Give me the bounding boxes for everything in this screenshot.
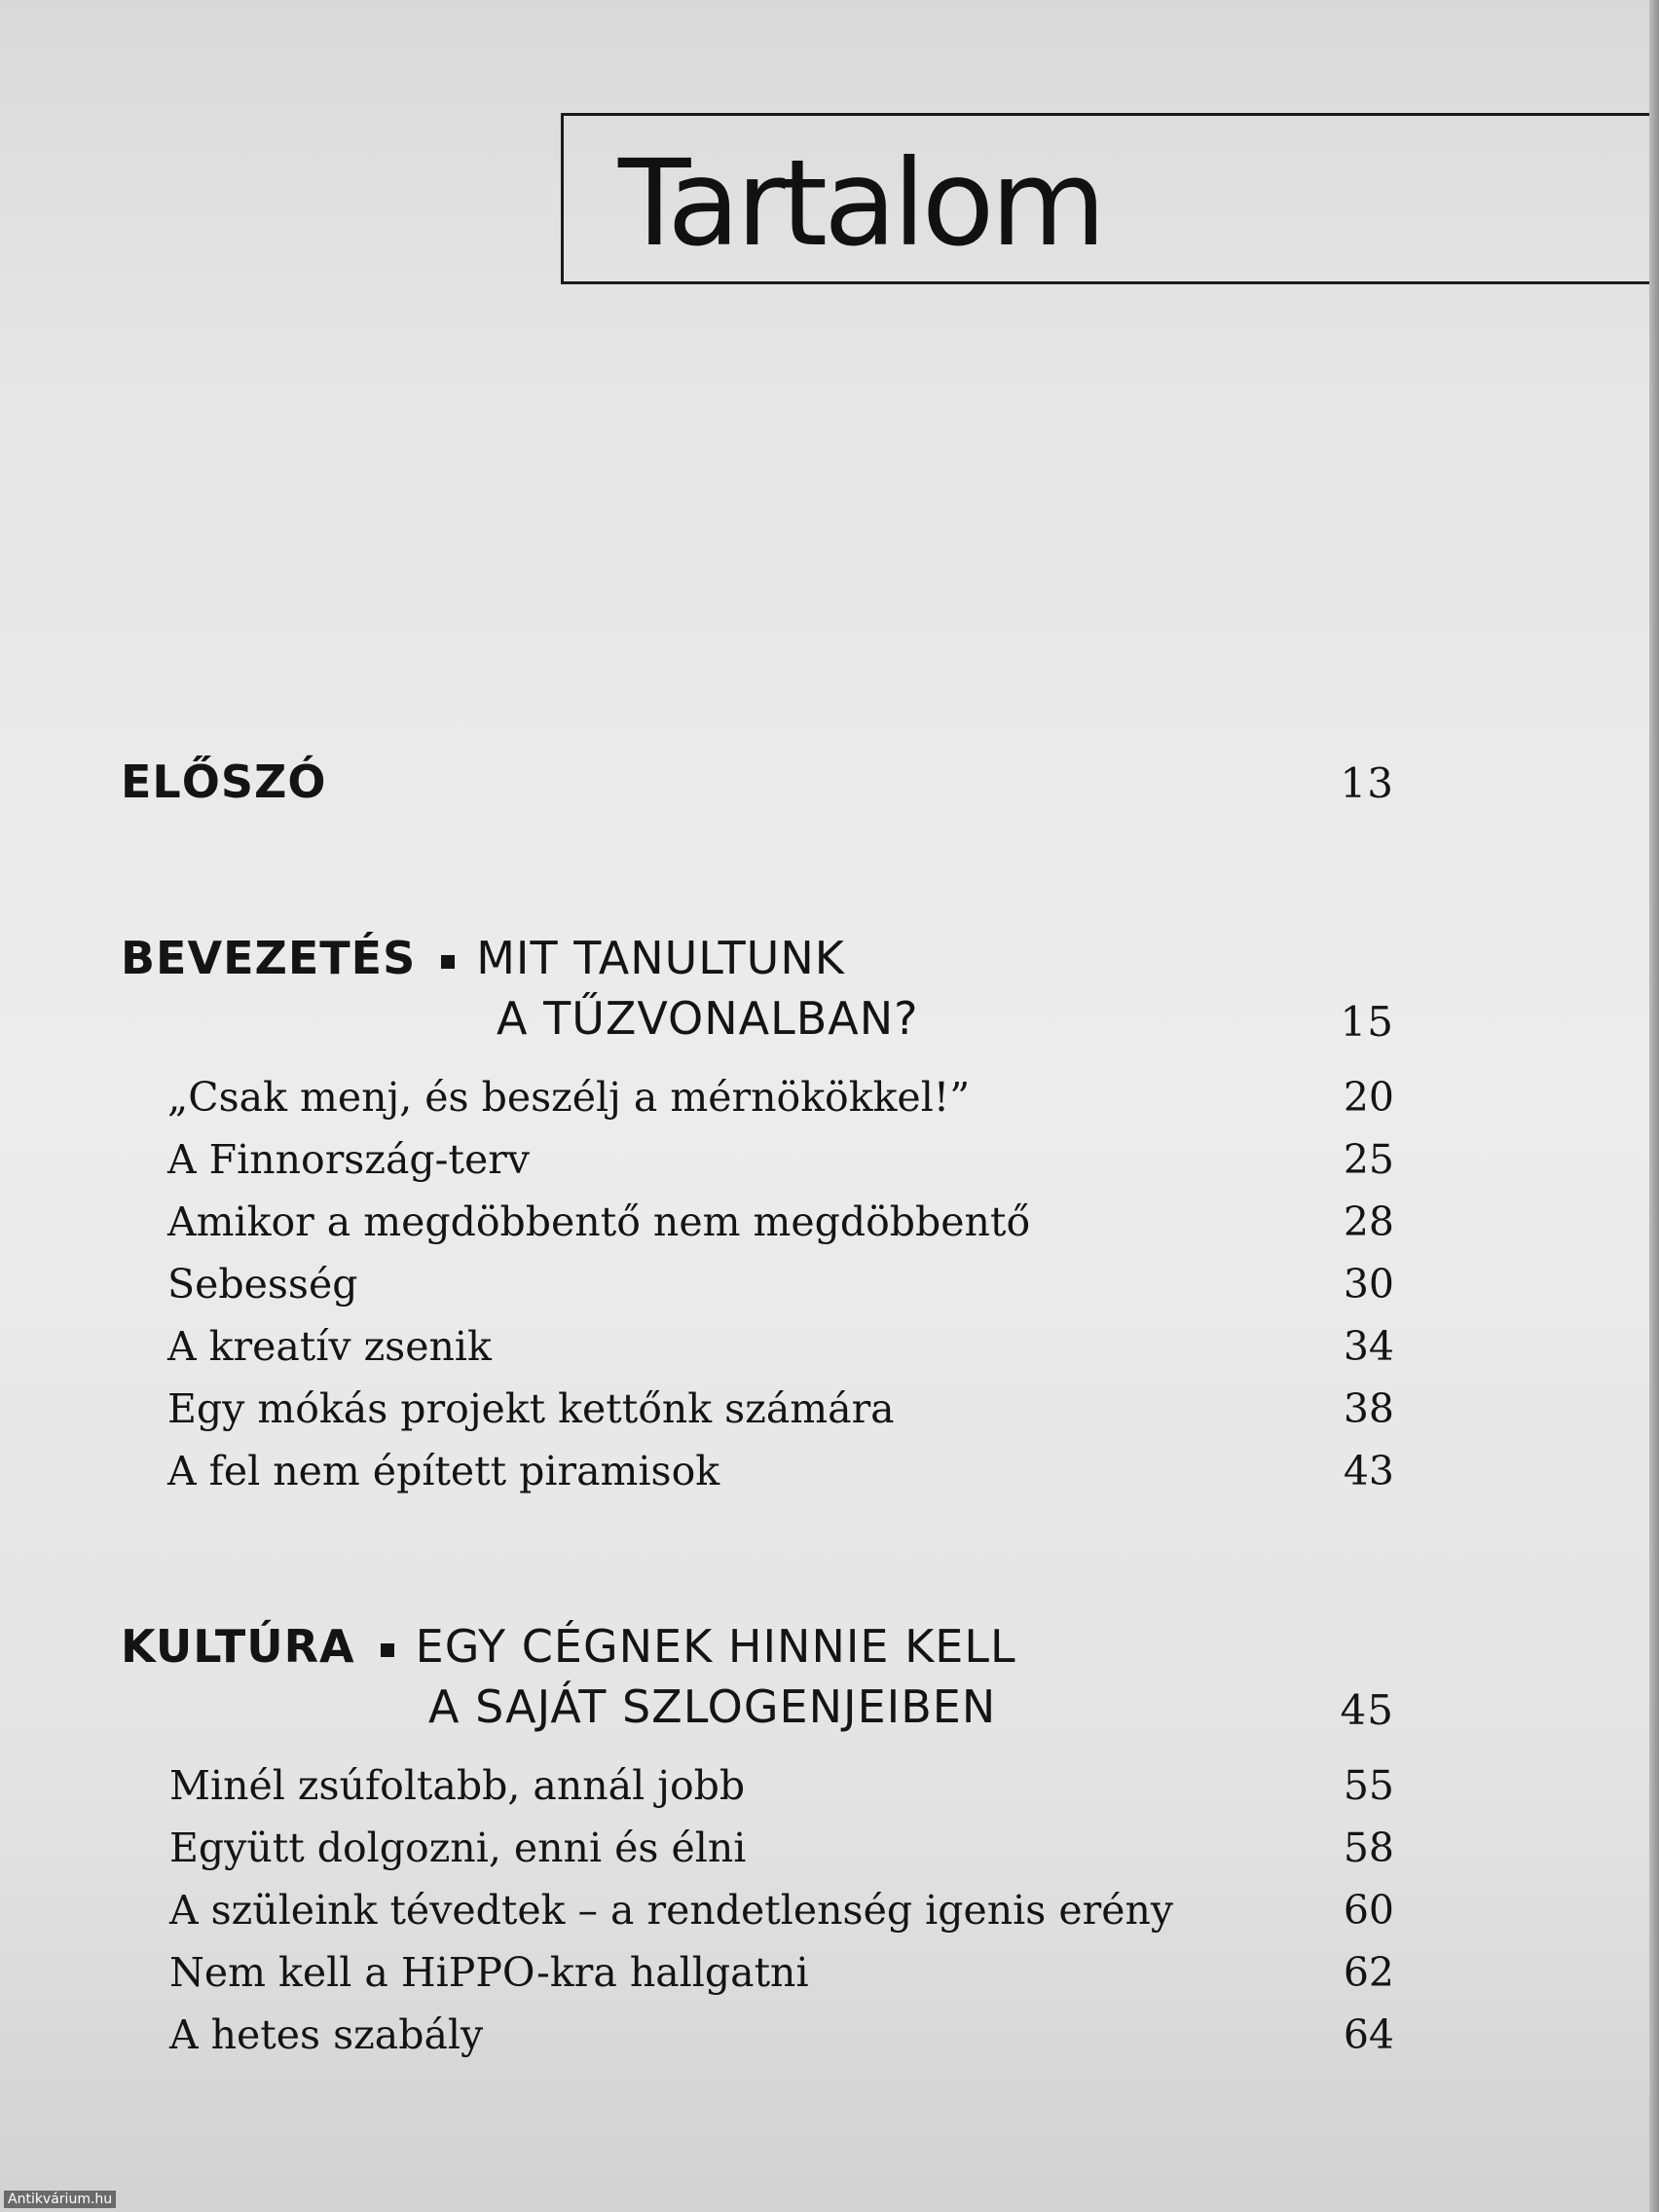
page-edge — [1649, 0, 1659, 2212]
entry-page-number: 62 — [1343, 1949, 1394, 1996]
watermark: Antikvárium.hu — [4, 2191, 116, 2208]
toc-entry[interactable] — [167, 1128, 1394, 1191]
entry-title: Egy mókás projekt kettőnk számára — [167, 1385, 895, 1432]
square-bullet-icon — [441, 955, 455, 969]
section-page-number: 45 — [1340, 1686, 1394, 1734]
toc-entry[interactable] — [167, 1066, 1394, 1128]
toc-entry[interactable] — [167, 1191, 1394, 1253]
square-bullet-icon — [381, 1643, 394, 1657]
entry-page-number: 34 — [1343, 1323, 1394, 1370]
entry-title: Együtt dolgozni, enni és élni — [169, 1825, 747, 1871]
entry-page-number: 55 — [1343, 1762, 1394, 1809]
entry-title: Minél zsúfoltabb, annál jobb — [169, 1762, 746, 1809]
entry-title: A hetes szabály — [169, 2011, 484, 2058]
section-eloszo — [121, 752, 1394, 812]
section-heading: ELŐSZÓ — [121, 756, 327, 808]
entry-page-number: 25 — [1343, 1136, 1394, 1183]
entry-page-number: 58 — [1343, 1825, 1394, 1871]
entry-title: Sebesség — [167, 1261, 358, 1308]
entry-title: A Finnország-terv — [167, 1136, 530, 1183]
entry-page-number: 64 — [1343, 2011, 1394, 2058]
entry-page-number: 38 — [1343, 1385, 1394, 1432]
section-kultura — [121, 1616, 1394, 1737]
entry-title: A kreatív zsenik — [167, 1323, 492, 1370]
toc-entry[interactable] — [169, 1817, 1394, 1879]
kultura-entries — [169, 1754, 1394, 2066]
toc-entry[interactable] — [169, 1941, 1394, 2004]
entry-page-number: 28 — [1343, 1198, 1394, 1245]
entry-title: Amikor a megdöbbentő nem megdöbbentő — [167, 1198, 1031, 1245]
section-subtitle-line1: EGY CÉGNEK HINNIE KELL — [415, 1620, 1016, 1673]
entry-title: „Csak menj, és beszélj a mérnökökkel!” — [167, 1074, 971, 1121]
section-subtitle-line2: A TŰZVONALBAN? — [497, 992, 919, 1045]
page-title: Tartalom — [618, 134, 1103, 273]
bevezetes-entries — [167, 1066, 1394, 1502]
title-box — [561, 113, 1649, 284]
section-subtitle-line2: A SAJÁT SZLOGENJEIBEN — [428, 1680, 997, 1733]
entry-page-number: 60 — [1343, 1887, 1394, 1934]
entry-page-number: 30 — [1343, 1261, 1394, 1308]
section-subtitle-line1: MIT TANULTUNK — [476, 932, 845, 984]
toc-entry[interactable] — [169, 1879, 1394, 1941]
entry-title: A fel nem épített piramisok — [167, 1448, 720, 1494]
section-page-number: 15 — [1340, 998, 1394, 1046]
section-page-number: 13 — [1340, 759, 1394, 807]
entry-page-number: 20 — [1343, 1074, 1394, 1121]
toc-entry[interactable] — [169, 1754, 1394, 1817]
entry-title: A szüleink tévedtek – a rendetlenség igenis erény — [169, 1887, 1174, 1934]
section-bevezetes — [121, 928, 1394, 1049]
toc-entry[interactable] — [167, 1378, 1394, 1440]
entry-title: Nem kell a HiPPO-kra hallgatni — [169, 1949, 809, 1996]
section-heading: KULTÚRA — [121, 1620, 355, 1673]
toc-entry[interactable] — [167, 1315, 1394, 1378]
section-heading: BEVEZETÉS — [121, 932, 417, 984]
entry-page-number: 43 — [1343, 1448, 1394, 1494]
toc-entry[interactable] — [167, 1253, 1394, 1315]
toc-entry[interactable] — [169, 2004, 1394, 2066]
toc-entry[interactable] — [167, 1440, 1394, 1502]
